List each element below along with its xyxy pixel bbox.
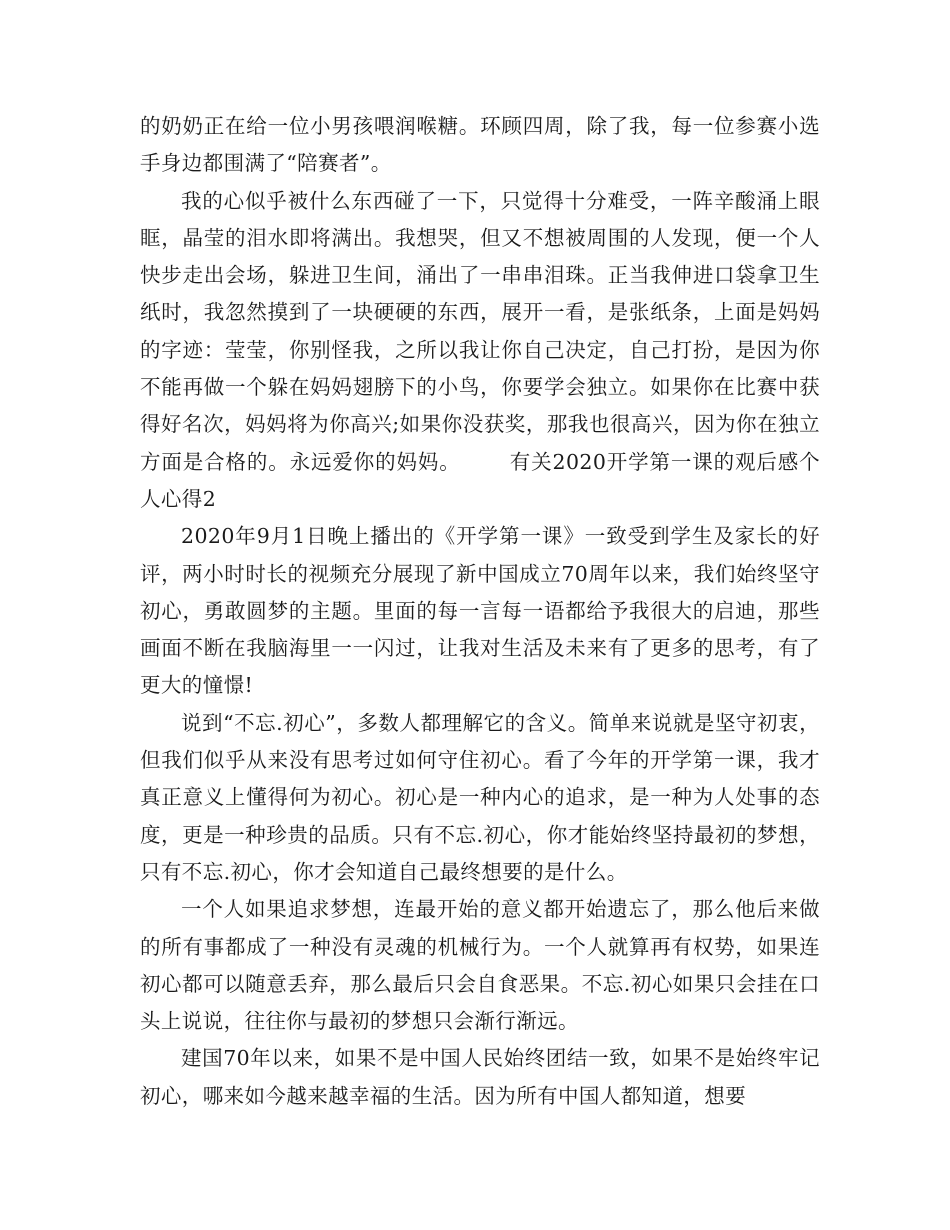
paragraph-text: 2020年9月1日晚上播出的《开学第一课》一致受到学生及家长的好评，两小时时长的视频充分展现了新中国成立70周年以来，我们始终坚守初心，勇敢圆梦的主题。里面的每一言每一语都给予我很大的启迪，那些画面不断在我脑海里一一闪过，让我对生活及未来有了更多的思考，有了更大的憧憬! <box>140 524 820 698</box>
paragraph-1 <box>140 108 820 183</box>
paragraph-text: 说到“不忘.初心”，多数人都理解它的含义。简单来说就是坚守初衷，但我们似乎从来没有思考过如何守住初心。看了今年的开学第一课，我才真正意义上懂得何为初心。初心是一种内心的追求，是一种为人处事的态度，更是一种珍贵的品质。只有不忘.初心，你才能始终坚持最初的梦想，只有不忘.初心，你才会知道自己最终想要的是什么。 <box>140 710 820 884</box>
paragraph-text: 的奶奶正在给一位小男孩喂润喉糖。环顾四周，除了我，每一位参赛小选手身边都围满了“陪赛者”。 <box>140 114 820 176</box>
paragraph-2 <box>140 183 820 519</box>
paragraph-text: 我的心似乎被什么东西碰了一下，只觉得十分难受，一阵辛酸涌上眼眶，晶莹的泪水即将满出。我想哭，但又不想被周围的人发现，便一个人快步走出会场，躲进卫生间，涌出了一串串泪珠。正当我伸进口袋拿卫生纸时，我忽然摸到了一块硬硬的东西，展开一看，是张纸条，上面是妈妈的字迹：莹莹，你别怪我，之所以我让你自己决定，自己打扮，是因为你不能再做一个躲在妈妈翅膀下的小鸟，你要学会独立。如果你在比赛中获得好名次，妈妈将为你高兴;如果你没获奖，那我也很高兴，因为你在独立方面是合格的。永远爱你的妈妈。 <box>140 188 820 474</box>
section-heading: 有关2020开学第一课的观后感个人心得2 <box>140 449 820 511</box>
paragraph-text: 建国70年以来，如果不是中国人民始终团结一致，如果不是始终牢记初心，哪来如今越来越幸福的生活。因为所有中国人都知道，想要 <box>140 1046 820 1108</box>
paragraph-3 <box>140 518 820 704</box>
paragraph-4 <box>140 705 820 891</box>
paragraph-text: 一个人如果追求梦想，连最开始的意义都开始遗忘了，那么他后来做的所有事都成了一种没有灵魂的机械行为。一个人就算再有权势，如果连初心都可以随意丢弃，那么最后只会自食恶果。不忘.初心如果只会挂在口头上说说，往往你与最初的梦想只会渐行渐远。 <box>140 897 820 1034</box>
paragraph-6 <box>140 1040 820 1115</box>
paragraph-5 <box>140 891 820 1040</box>
document-body <box>140 108 820 1115</box>
